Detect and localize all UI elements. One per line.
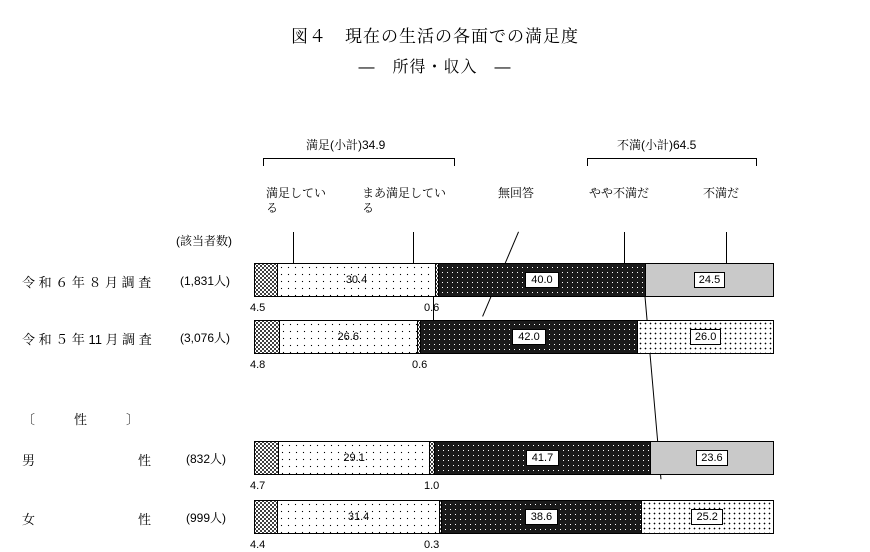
row-label-2024-08: 令 和 ６ 年 ８ 月 調 査 (22, 275, 152, 290)
row-label-2023-11: 令 和 ５ 年 11 月 調 査 (22, 332, 152, 347)
category-label-somewhat-satisfied: まあ満足している (362, 186, 447, 215)
page-subtitle: ― 所得・収入 ― (358, 59, 512, 76)
segment-somewhat-satisfied (280, 321, 418, 353)
value-somewhat-satisfied: 29.1 (343, 452, 365, 464)
bar-row-2024-08 (254, 263, 774, 297)
under-value-satisfied-male: 4.7 (250, 480, 266, 492)
segment-somewhat-dissatisfied (421, 321, 639, 353)
segment-dissatisfied (638, 321, 773, 353)
segment-somewhat-dissatisfied (442, 501, 642, 533)
segment-satisfied (255, 442, 279, 474)
value-somewhat-dissatisfied: 42.0 (512, 329, 545, 345)
under-value-satisfied-female: 4.4 (250, 539, 266, 551)
bar-row-2023-11 (254, 320, 774, 354)
dissatisfied-bracket (587, 158, 757, 166)
value-dissatisfied: 23.6 (696, 450, 727, 466)
value-somewhat-satisfied: 26.6 (337, 331, 359, 343)
segment-somewhat-satisfied (278, 501, 441, 533)
row-label-female-b: 性 (138, 512, 152, 527)
value-somewhat-dissatisfied: 40.0 (525, 272, 558, 288)
segment-dissatisfied (646, 264, 773, 296)
row-count-2024-08: (1,831人) (180, 274, 231, 288)
value-dissatisfied: 24.5 (694, 272, 725, 288)
value-dissatisfied: 26.0 (690, 329, 721, 345)
under-value-satisfied-2024-08: 4.5 (250, 302, 266, 314)
segment-satisfied (255, 264, 278, 296)
value-somewhat-satisfied: 30.4 (345, 274, 368, 286)
category-label-satisfied: 満足している (266, 186, 327, 215)
under-value-no-answer-2024-08: 0.6 (424, 302, 440, 314)
category-label-dissatisfied: 不満だ (703, 186, 740, 200)
dissatisfied-subtotal-label: 不満(小計)64.5 (617, 138, 697, 152)
value-somewhat-satisfied: 31.4 (347, 511, 370, 523)
segment-somewhat-satisfied (278, 264, 435, 296)
bar-row-female (254, 500, 774, 534)
row-label-male-b: 性 (138, 453, 152, 468)
segment-somewhat-satisfied (279, 442, 430, 474)
under-value-no-answer-female: 0.3 (424, 539, 440, 551)
row-label-female-a: 女 (22, 512, 36, 527)
bar-row-male (254, 441, 774, 475)
value-somewhat-dissatisfied: 38.6 (525, 509, 558, 525)
row-count-2023-11: (3,076人) (180, 331, 231, 345)
under-value-no-answer-2023-11: 0.6 (412, 359, 428, 371)
segment-dissatisfied (642, 501, 773, 533)
segment-somewhat-dissatisfied (435, 442, 651, 474)
row-count-male: (832人) (186, 452, 227, 466)
under-value-no-answer-male: 1.0 (424, 480, 440, 492)
respondent-count-header: (該当者数) (176, 234, 232, 248)
category-label-no-answer: 無回答 (498, 186, 535, 200)
under-value-satisfied-2023-11: 4.8 (250, 359, 266, 371)
satisfied-subtotal-label: 満足(小計)34.9 (306, 138, 386, 152)
segment-somewhat-dissatisfied (439, 264, 646, 296)
satisfied-bracket (263, 158, 455, 166)
segment-satisfied (255, 501, 278, 533)
value-somewhat-dissatisfied: 41.7 (526, 450, 559, 466)
category-label-somewhat-dissatisfied: やや不満だ (589, 186, 650, 200)
section-header-gender: 〔 性 〕 (22, 412, 140, 427)
page-title: 図４ 現在の生活の各面での満足度 (291, 27, 579, 46)
row-label-male-a: 男 (22, 453, 36, 468)
value-dissatisfied: 25.2 (691, 509, 722, 525)
segment-satisfied (255, 321, 280, 353)
segment-dissatisfied (651, 442, 773, 474)
row-count-female: (999人) (186, 511, 227, 525)
